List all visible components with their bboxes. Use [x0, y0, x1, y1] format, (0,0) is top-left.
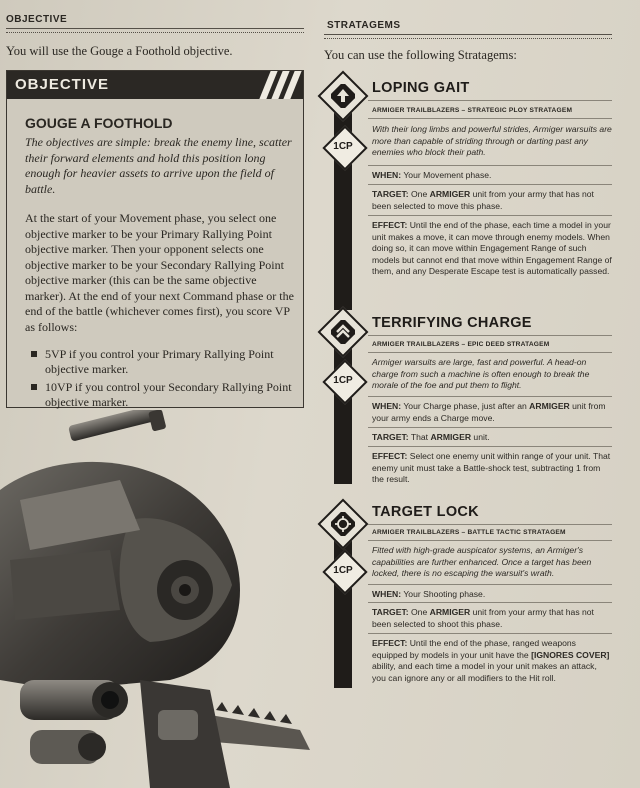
objective-heading-dotted-rule [6, 32, 304, 33]
arrow-up-icon [331, 84, 355, 108]
objective-intro: You will use the Gouge a Foothold objective. [6, 44, 233, 58]
stratagem-divider [368, 427, 612, 428]
stratagem-effect: EFFECT: Until the end of the phase, ranged weapons equipped by models in your unit have the [IGNORES COVER] ability, and each time a model in your unit makes an attack, you can ignore any or all modifiers to the Hit roll. [372, 638, 610, 683]
stratagem-type-rule [368, 118, 612, 119]
stratagem-title-rule [368, 100, 612, 101]
objective-banner-label: OBJECTIVE [15, 76, 110, 93]
bullet-square-icon [31, 384, 37, 390]
stratagem-flavor: Armiger warsuits are large, fast and powerful. A head-on charge from such a machine is often enough to break the morale of the foe and put them to flight. [372, 357, 590, 391]
stratagems-intro: You can use the following Stratagems: [324, 48, 517, 62]
stratagem-divider [368, 215, 612, 216]
stratagems-section-heading: STRATAGEMS [327, 20, 401, 31]
stratagem-target: TARGET: That ARMIGER unit. [372, 432, 490, 442]
stratagem-title: TERRIFYING CHARGE [372, 315, 532, 331]
list-item: 5VP if you control your Primary Rallying Point objective marker. [29, 347, 293, 376]
stratagem-divider [368, 584, 612, 585]
stratagem-effect: EFFECT: Until the end of the phase, each time a model in your unit makes a move, it can move through enemy models. When doing so, it can move within Engagement Range of such models but cannot end that move within Engagement Range of them, and any Desperate Escape test is automatically passed. [372, 220, 612, 277]
stratagems-heading-dotted-rule [324, 38, 612, 39]
objective-vp-list [29, 347, 293, 413]
stratagem-target: TARGET: One ARMIGER unit from your army that has not been selected to move this phase. [372, 189, 594, 211]
stratagem-when: WHEN: Your Charge phase, just after an ARMIGER unit from your army ends a Charge move. [372, 401, 606, 423]
stratagem-title: TARGET LOCK [372, 504, 479, 520]
stratagem-divider [368, 633, 612, 634]
objective-rules-text: At the start of your Movement phase, you select one objective marker to be your Primary Rallying Point objective marker. Then your opponent selects one objective marker to be your Secondary Rallying Point objective marker (this can be the same objective marker). At the end of your next Command phase or the end of the battle (whichever comes first), you score VP as follows: [25, 211, 294, 334]
stratagem-target: TARGET: One ARMIGER unit from your army that has not been selected to shoot this phase. [372, 607, 594, 629]
stratagem-type: ARMIGER TRAILBLAZERS – STRATEGIC PLOY STRATAGEM [372, 107, 573, 114]
crosshair-icon [331, 512, 355, 536]
objective-flavor-text: The objectives are simple: break the enemy line, scatter their forward elements and hold this position long enough for heavier assets to arrive upon the field of battle. [25, 135, 292, 196]
stratagem-type: ARMIGER TRAILBLAZERS – BATTLE TACTIC STRATAGEM [372, 529, 566, 536]
double-chevron-up-icon [331, 320, 355, 344]
objective-section-heading: OBJECTIVE [6, 14, 68, 25]
stratagem-effect: EFFECT: Select one enemy unit within range of your unit. That enemy unit must take a Battle-shock test, subtracting 1 from the result. [372, 451, 611, 485]
stratagem-divider [368, 165, 612, 166]
stratagem-flavor: Fitted with high-grade auspicator systems, an Armiger's capabilities are further enhanced. Once a target has been locked, there is no escaping the warsuit's wrath. [372, 545, 592, 579]
stratagem-when: WHEN: Your Shooting phase. [372, 589, 486, 599]
stratagem-title: LOPING GAIT [372, 80, 470, 96]
armiger-warsuit-illustration [0, 410, 330, 788]
stratagem-when: WHEN: Your Movement phase. [372, 170, 492, 180]
stratagem-title-rule [368, 524, 612, 525]
cp-cost: 1CP [333, 141, 353, 152]
stratagem-type-rule [368, 352, 612, 353]
objective-title: GOUGE A FOOTHOLD [25, 115, 173, 131]
stratagem-divider [368, 184, 612, 185]
list-item: 10VP if you control your Secondary Rallying Point objective marker. [29, 380, 293, 409]
stratagem-type-rule [368, 540, 612, 541]
bullet-square-icon [31, 351, 37, 357]
stratagem-divider [368, 396, 612, 397]
stratagem-title-rule [368, 335, 612, 336]
stratagem-flavor: With their long limbs and powerful strides, Armiger warsuits are more than capable of striding through or darting past any enemies who block their path. [372, 124, 612, 158]
objective-heading-rule [6, 28, 304, 29]
stratagem-divider [368, 602, 612, 603]
cp-cost: 1CP [333, 565, 353, 576]
objective-card [6, 70, 304, 408]
cp-cost: 1CP [333, 375, 353, 386]
stratagems-heading-rule [324, 34, 612, 35]
stratagem-divider [368, 446, 612, 447]
stratagem-type: ARMIGER TRAILBLAZERS – EPIC DEED STRATAGEM [372, 341, 550, 348]
objective-banner [7, 71, 303, 99]
